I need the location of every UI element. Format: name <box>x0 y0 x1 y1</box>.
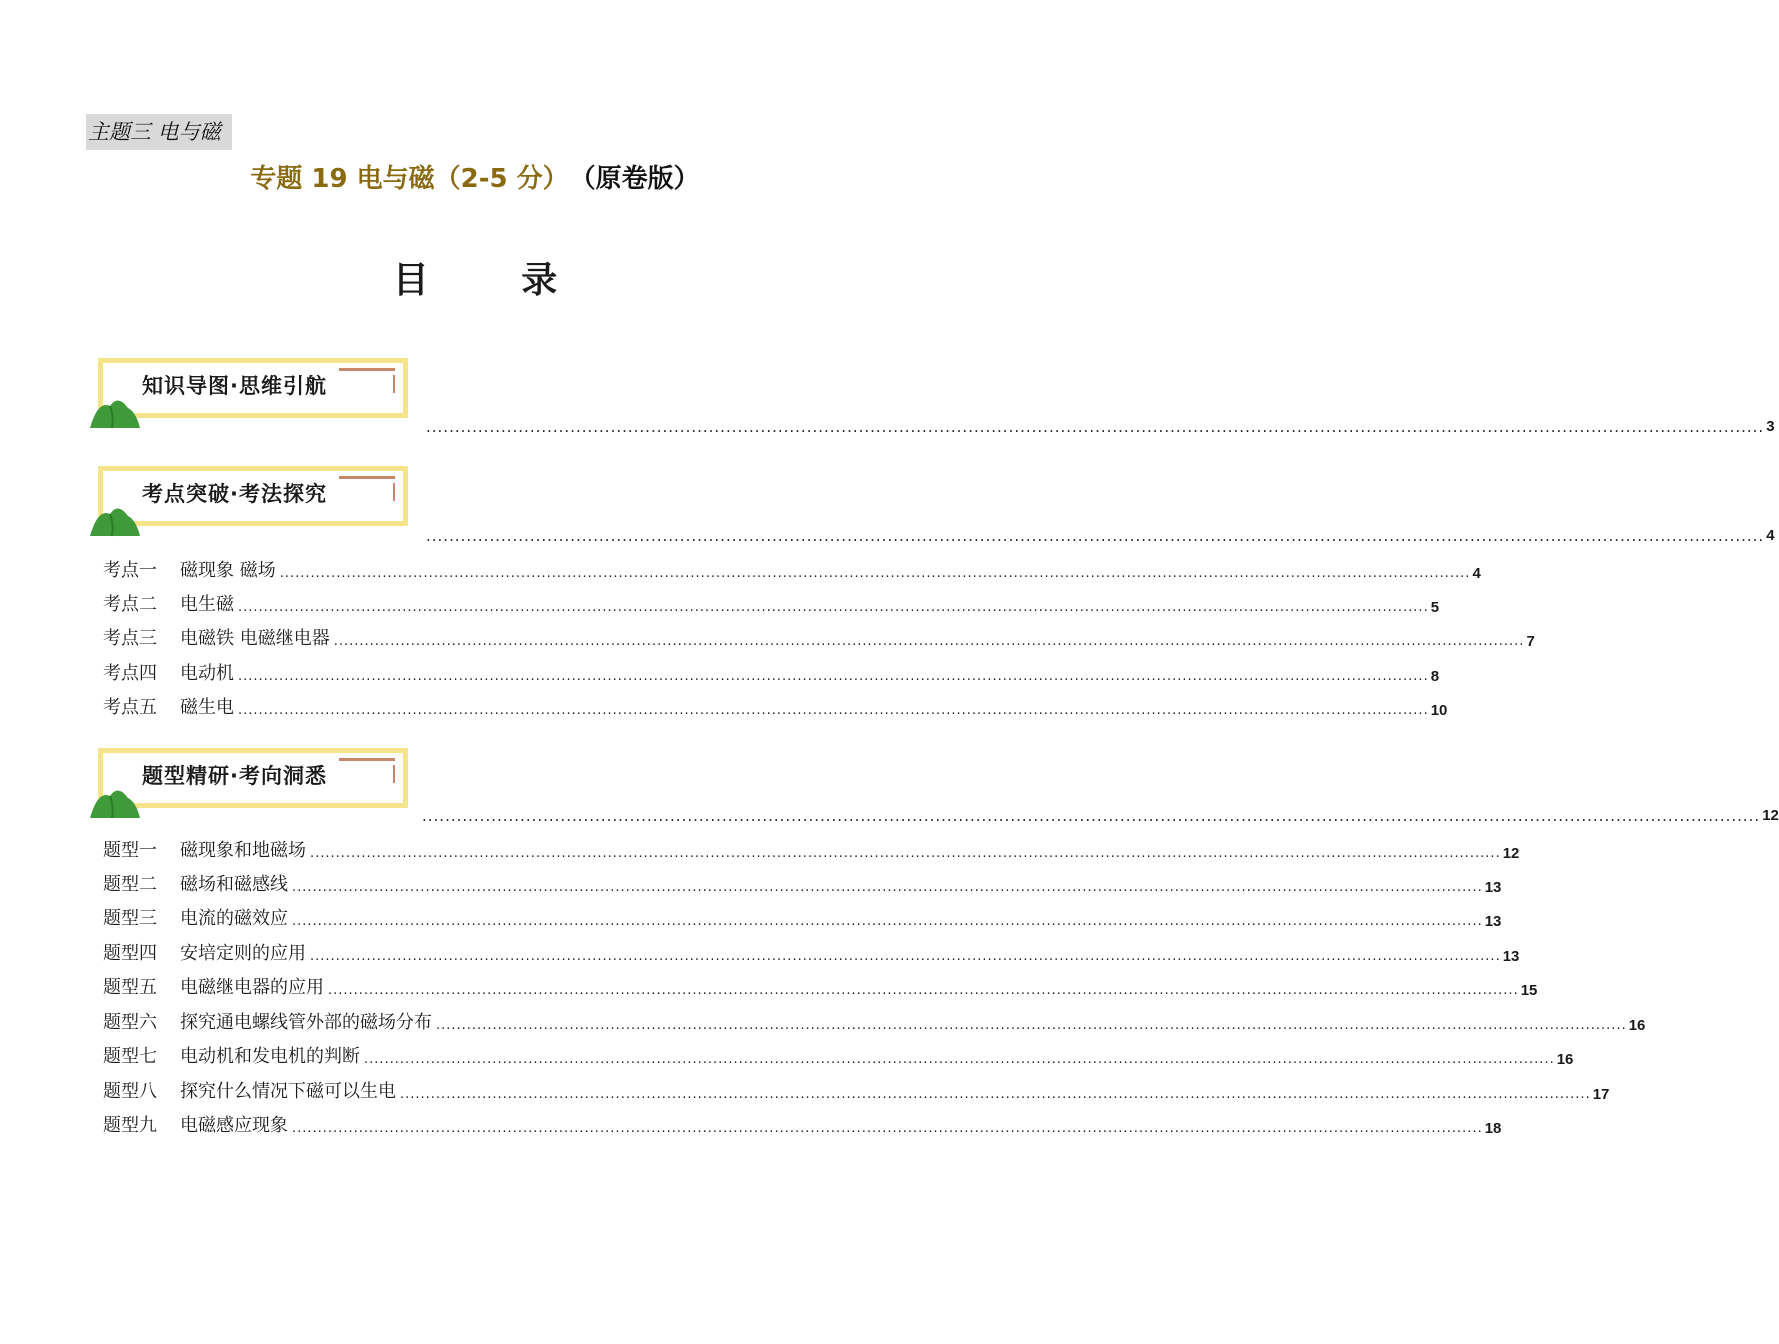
toc-item[interactable] <box>103 1044 1574 1068</box>
banner-accent-bar <box>339 368 395 371</box>
leader-dots: ........................................................................................................................................................................................................................................ <box>292 1121 1483 1136</box>
toc-item[interactable] <box>103 1079 1610 1103</box>
page-number: 13 <box>1484 879 1502 896</box>
section-banner-mindmap[interactable] <box>88 358 418 434</box>
item-number: 题型八 <box>103 1081 157 1102</box>
toc-item[interactable] <box>103 558 1481 582</box>
toc-item[interactable] <box>103 838 1520 862</box>
page-number: 18 <box>1484 1120 1502 1137</box>
toc-entry-mindmap[interactable] <box>426 418 1775 436</box>
toc-item[interactable] <box>103 592 1440 616</box>
page-number: 10 <box>1430 702 1448 719</box>
item-number: 题型三 <box>103 908 157 929</box>
item-title: 探究通电螺线管外部的磁场分布 <box>180 1012 432 1033</box>
page-number: 7 <box>1526 633 1535 650</box>
item-number: 题型五 <box>103 977 157 998</box>
page-number: 13 <box>1502 948 1520 965</box>
leader-dots: ........................................................................................................................................................................................................................................ <box>238 703 1429 718</box>
toc-item[interactable] <box>103 906 1502 930</box>
title-edition: （原卷版） <box>582 164 700 194</box>
leader-dots: ........................................................................................................................................................................................................................................ <box>238 669 1429 684</box>
mountain-icon <box>88 392 142 430</box>
item-number: 题型七 <box>103 1046 157 1067</box>
item-title: 探究什么情况下磁可以生电 <box>180 1081 396 1102</box>
toc-entry-tixing[interactable] <box>422 807 1779 825</box>
item-title: 磁场和磁感线 <box>180 874 288 895</box>
leader-dots: ........................................................................................................................................................................................................................................ <box>292 880 1483 895</box>
item-title: 电磁继电器的应用 <box>180 977 324 998</box>
banner-accent-vbar <box>393 375 395 393</box>
item-number: 考点三 <box>103 628 157 649</box>
item-number: 考点二 <box>103 594 157 615</box>
banner-label: 知识导图·思维引航 <box>142 374 327 398</box>
item-title: 电生磁 <box>180 594 234 615</box>
item-title: 磁生电 <box>180 697 234 718</box>
document-title <box>0 158 950 195</box>
banner-label: 题型精研·考向洞悉 <box>142 764 327 788</box>
toc-item[interactable] <box>103 1010 1646 1034</box>
toc-item[interactable] <box>103 941 1520 965</box>
toc-item[interactable] <box>103 626 1535 650</box>
item-title: 电动机 <box>180 663 234 684</box>
leader-dots: ........................................................................................................................................................................................................................................ <box>310 949 1501 964</box>
banner-accent-bar <box>339 758 395 761</box>
title-main: 专题 19 电与磁（2-5 分） <box>250 164 569 194</box>
mountain-icon <box>88 782 142 820</box>
item-title: 电磁感应现象 <box>180 1115 288 1136</box>
page-number: 15 <box>1520 982 1538 999</box>
leader-dots: ........................................................................................................................................................................................................................................ <box>426 418 1765 436</box>
item-number: 题型四 <box>103 943 157 964</box>
item-title: 安培定则的应用 <box>180 943 306 964</box>
page-number: 12 <box>1762 807 1779 824</box>
page-number: 5 <box>1430 599 1440 616</box>
item-title: 磁现象和地磁场 <box>180 840 306 861</box>
toc-entry-kaodian[interactable] <box>426 527 1775 545</box>
page-number: 8 <box>1430 668 1440 685</box>
page-number: 16 <box>1556 1051 1574 1068</box>
toc-heading: 目 录 <box>392 260 598 301</box>
item-title: 电动机和发电机的判断 <box>180 1046 360 1067</box>
page-number: 4 <box>1472 565 1481 582</box>
toc-item[interactable] <box>103 695 1448 719</box>
leader-dots: ........................................................................................................................................................................................................................................ <box>238 600 1429 615</box>
item-number: 考点五 <box>103 697 157 718</box>
leader-dots: ........................................................................................................................................................................................................................................ <box>333 634 1525 649</box>
leader-dots: ........................................................................................................................................................................................................................................ <box>422 807 1761 825</box>
leader-dots: ........................................................................................................................................................................................................................................ <box>426 527 1765 545</box>
item-number: 题型二 <box>103 874 157 895</box>
item-number: 题型六 <box>103 1012 157 1033</box>
leader-dots: ........................................................................................................................................................................................................................................ <box>400 1087 1591 1102</box>
item-number: 题型一 <box>103 840 157 861</box>
banner-accent-vbar <box>393 765 395 783</box>
toc-item[interactable] <box>103 975 1538 999</box>
leader-dots: ........................................................................................................................................................................................................................................ <box>292 914 1483 929</box>
toc-item[interactable] <box>103 661 1440 685</box>
leader-dots: ........................................................................................................................................................................................................................................ <box>279 566 1471 581</box>
toc-item[interactable] <box>103 872 1502 896</box>
leader-dots: ........................................................................................................................................................................................................................................ <box>436 1018 1627 1033</box>
item-title: 电流的磁效应 <box>180 908 288 929</box>
item-title: 电磁铁 电磁继电器 <box>180 628 330 649</box>
page-number: 3 <box>1766 418 1775 435</box>
mountain-icon <box>88 500 142 538</box>
leader-dots: ........................................................................................................................................................................................................................................ <box>364 1052 1555 1067</box>
item-title: 磁现象 磁场 <box>180 560 276 581</box>
banner-accent-bar <box>339 476 395 479</box>
banner-label: 考点突破·考法探究 <box>142 482 327 506</box>
banner-accent-vbar <box>393 483 395 501</box>
leader-dots: ........................................................................................................................................................................................................................................ <box>310 846 1501 861</box>
item-number: 考点一 <box>103 560 157 581</box>
theme-label: 主题三 电与磁 <box>86 114 232 150</box>
item-number: 考点四 <box>103 663 157 684</box>
section-banner-kaodian[interactable] <box>88 466 418 542</box>
page-number: 17 <box>1592 1086 1610 1103</box>
toc-item[interactable] <box>103 1113 1502 1137</box>
leader-dots: ........................................................................................................................................................................................................................................ <box>328 983 1519 998</box>
item-number: 题型九 <box>103 1115 157 1136</box>
page-number: 12 <box>1502 845 1520 862</box>
section-banner-tixing[interactable] <box>88 748 418 824</box>
page-number: 4 <box>1766 527 1775 544</box>
page-number: 16 <box>1628 1017 1646 1034</box>
page-number: 13 <box>1484 913 1502 930</box>
